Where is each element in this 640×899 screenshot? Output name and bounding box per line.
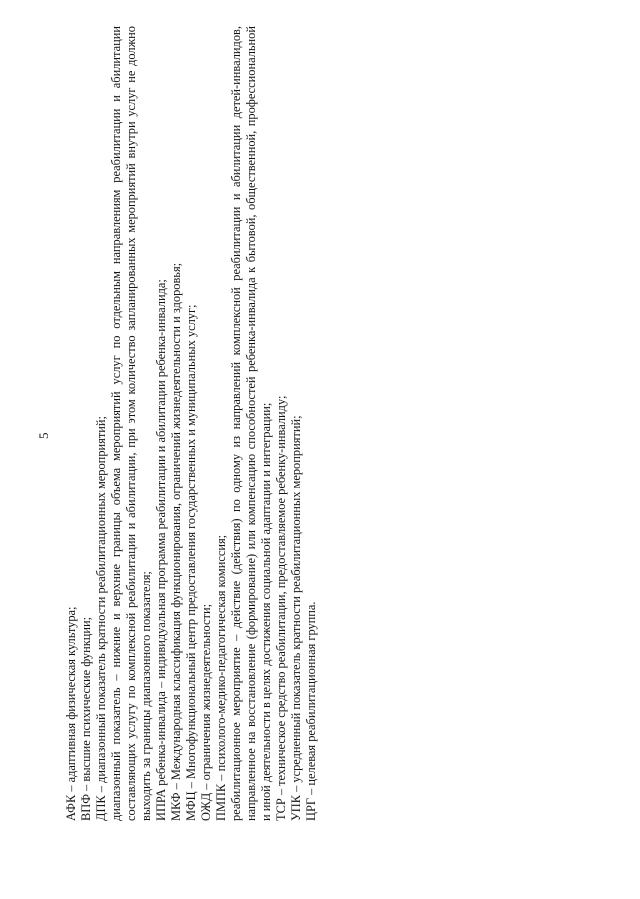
list-line: ВПФ – высшие психические функции; [79, 616, 93, 821]
list-line: направленное на восстановление (формирование) или компенсацию способностей ребенка-инвалида к бытовой, общественной, профессиональной [244, 26, 258, 821]
list-line: и иной деятельности в целях достижения социальной адаптации и интеграции; [259, 402, 273, 821]
page-number: 5 [36, 432, 51, 439]
list-line: АФК – адаптивная физическая культура; [64, 606, 78, 821]
list-line: ДПК – диапазонный показатель кратности реабилитационных мероприятий; [94, 416, 108, 821]
list-line: ТСР – техническое средство реабилитации, предоставляемое ребенку-инвалиду; [274, 395, 288, 821]
list-line: МКФ – Международная классификация функционирования, ограничений жизнедеятельности и здоровья; [169, 262, 183, 821]
list-line: ОЖД – ограничения жизнедеятельности; [199, 603, 213, 821]
list-line: ЦРГ – целевая реабилитационная группа. [304, 601, 318, 821]
list-line: выходить за границы диапазонного показателя; [139, 571, 153, 821]
list-line: ПМПК – психолого-медико-педагогическая комиссия; [214, 534, 228, 821]
list-line: ИПРА ребенка-инвалида – индивидуальная программа реабилитации и абилитации ребенка-инвалида; [154, 279, 168, 821]
list-line: МФЦ – Многофункциональный центр предоставления государственных и муниципальных услуг; [184, 304, 198, 821]
list-line: диапазонный показатель – нижние и верхние границы объема мероприятий услуг по отдельным направлениям реабилитации и абилитации [109, 26, 123, 821]
list-line: составляющих услугу по комплексной реабилитации и абилитации, при этом количество запланированных мероприятий внутри услуг не должно [124, 26, 138, 821]
list-line: реабилитационное мероприятие – действие (действия) по одному из направлений комплексной реабилитации и абилитации детей-инвалидов, [229, 26, 243, 821]
list-line: УПК – усредненный показатель кратности реабилитационных мероприятий; [289, 415, 303, 821]
